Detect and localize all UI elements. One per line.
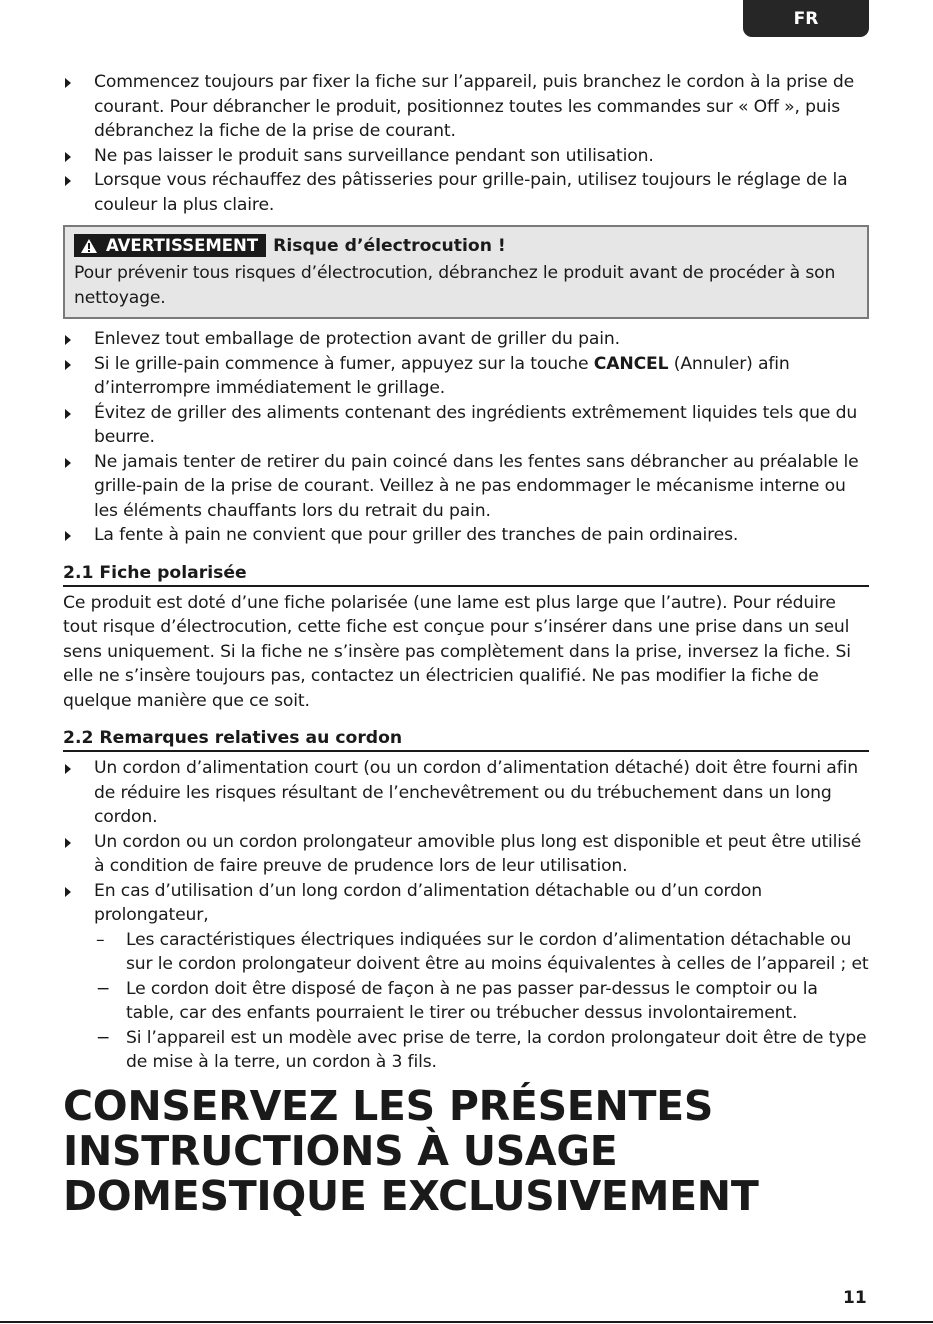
list-item: Commencez toujours par fixer la fiche sur l’appareil, puis branchez le cordon à la prise de courant. Pour débrancher le produit, positionnez toutes les commandes sur « Off », puis débranchez la fiche de la prise de courant. [63,70,869,144]
language-tab: FR [743,0,869,37]
warning-body: Pour prévenir tous risques d’électrocution, débranchez le produit avant de procéder à son nettoyage. [74,263,836,308]
triangle-bullet-icon [65,152,71,162]
triangle-bullet-icon [65,838,71,848]
dash-item: – Les caractéristiques électriques indiquées sur le cordon d’alimentation détachable ou sur le cordon prolongateur doivent être au moins équivalentes à celles de l’appareil ; et [96,929,869,974]
list-item: Un cordon ou un cordon prolongateur amovible plus long est disponible et peut être utilisé à condition de faire preuve de prudence lors de leur utilisation. [63,830,869,879]
bullet-list-top [63,70,869,217]
footer-divider [0,1321,933,1323]
triangle-bullet-icon [65,458,71,468]
warning-header [74,234,858,257]
warning-title: Risque d’électrocution ! [273,235,506,256]
list-item: La fente à pain ne convient que pour griller des tranches de pain ordinaires. [63,523,869,548]
warning-box [63,225,869,319]
dash-item: − Si l’appareil est un modèle avec prise de terre, la cordon prolongateur doit être de type de mise à la terre, un cordon à 3 fils. [96,1027,867,1072]
list-item: En cas d’utilisation d’un long cordon d’alimentation détachable ou d’un cordon prolongateur, – Les caractéristiques électriques indiquées sur le cordon d’alimentation détachable ou sur le cordon prolongateur doivent être au moins équivalentes à celles de l’appareil ; et − Le cordon doit être disposé de façon à ne pas passer par-dessus le comptoir ou la table, car des enfants pourraient le tirer ou trébucher dessus involontairement. − Si l’appareil est un modèle avec prise de terre, la cordon prolongateur doit être de type de mise à la terre, un cordon à 3 fils. [63,879,869,1075]
triangle-bullet-icon [65,176,71,186]
bullet-list-middle [63,327,869,548]
dash-list [94,928,869,1075]
section-heading-cord-notes: 2.2 Remarques relatives au cordon [63,727,869,752]
triangle-bullet-icon [65,887,71,897]
triangle-bullet-icon [65,360,71,370]
list-item: Lorsque vous réchauffez des pâtisseries pour grille-pain, utilisez toujours le réglage de la couleur la plus claire. [63,168,869,217]
list-item: Ne pas laisser le produit sans surveillance pendant son utilisation. [63,144,869,169]
cancel-key-label: CANCEL [593,353,669,374]
warning-label: AVERTISSEMENT [74,234,266,257]
triangle-bullet-icon [65,531,71,541]
page-number: 11 [843,1288,867,1308]
closing-heading: CONSERVEZ LES PRÉSENTES INSTRUCTIONS À USAGE DOMESTIQUE EXCLUSIVEMENT [63,1081,759,1220]
warning-triangle-icon [80,238,98,254]
dash-bullet: – [96,929,105,950]
list-item: Si le grille-pain commence à fumer, appuyez sur la touche CANCEL (Annuler) afin d’interrompre immédiatement le grillage. [63,352,869,401]
list-item: Ne jamais tenter de retirer du pain coincé dans les fentes sans débrancher au préalable le grille-pain de la prise de courant. Veillez à ne pas endommager le mécanisme interne ou les éléments chauffants lors du retrait du pain. [63,450,869,524]
triangle-bullet-icon [65,335,71,345]
triangle-bullet-icon [65,764,71,774]
bullet-list-cord [63,756,869,1075]
page-content [63,70,869,1219]
section-heading-polarized-plug: 2.1 Fiche polarisée [63,562,869,587]
triangle-bullet-icon [65,409,71,419]
section-body-polarized-plug: Ce produit est doté d’une fiche polarisée (une lame est plus large que l’autre). Pour réduire tout risque d’électrocution, cette fiche est conçue pour s’insérer dans une prise dans un seul sens uniquement. Si la fiche ne s’insère pas complètement dans la prise, inversez la fiche. Si elle ne s’insère toujours pas, contactez un électricien qualifié. Ne pas modifier la fiche de quelque manière que ce soit. [63,592,851,711]
list-item: Évitez de griller des aliments contenant des ingrédients extrêmement liquides tels que du beurre. [63,401,869,450]
dash-bullet: − [96,1027,111,1048]
dash-item: − Le cordon doit être disposé de façon à ne pas passer par-dessus le comptoir ou la table, car des enfants pourraient le tirer ou trébucher dessus involontairement. [96,978,818,1023]
dash-bullet: − [96,978,111,999]
list-item: Enlevez tout emballage de protection avant de griller du pain. [63,327,869,352]
list-item: Un cordon d’alimentation court (ou un cordon d’alimentation détaché) doit être fourni afin de réduire les risques résultant de l’enchevêtrement ou du trébuchement dans un long cordon. [63,756,869,830]
triangle-bullet-icon [65,78,71,88]
